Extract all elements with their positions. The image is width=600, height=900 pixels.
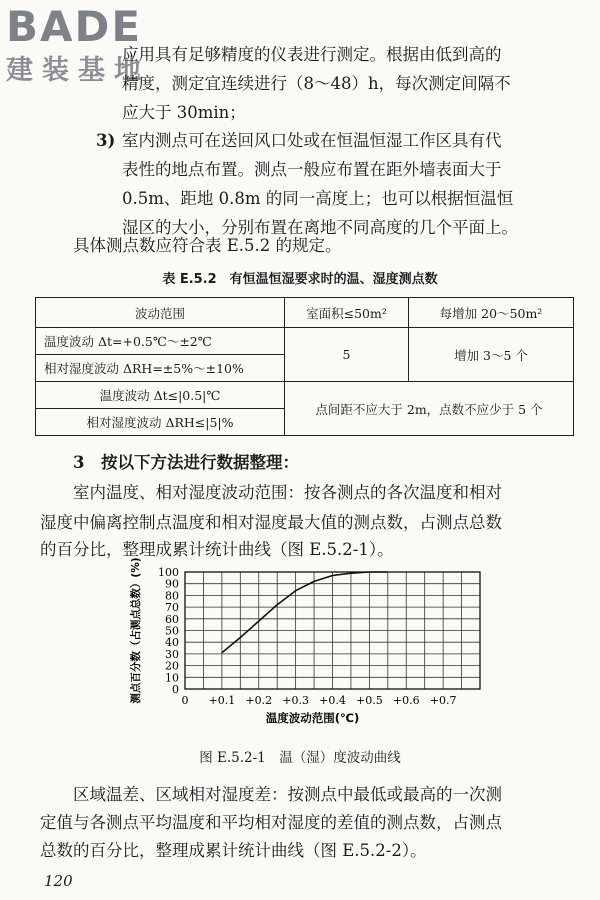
x-tick-label: +0.2	[245, 694, 273, 707]
y-tick-label: 0	[172, 683, 179, 696]
table-cell: 相对湿度波动 ΔRH=±5%～±10%	[36, 355, 285, 382]
x-tick-label: +0.7	[429, 694, 457, 707]
y-tick-label: 20	[165, 659, 179, 673]
y-tick-label: 50	[165, 624, 179, 638]
p2-number: 3)	[96, 131, 116, 150]
region-line3: 总数的百分比，整理成累计统计曲线（图 E.5.2-2）。	[40, 841, 427, 860]
table-cell: 点间距不应大于 2m，点数不应少于 5 个	[285, 382, 574, 436]
table-cell: 温度波动 Δt≤|0.5|℃	[36, 382, 285, 409]
y-tick-label: 90	[165, 577, 179, 591]
y-axis-label: 测点百分数（占测点总数）(%)	[130, 557, 142, 704]
x-tick-label: 0	[181, 694, 189, 707]
measure-points-table	[35, 297, 574, 436]
x-tick-label: +0.3	[282, 694, 309, 707]
region-line1: 区域温差、区域相对湿度差：按测点中最低或最高的一次测	[73, 785, 502, 804]
logo-chinese: 建装基地	[6, 55, 150, 86]
x-tick-label: +0.5	[356, 694, 383, 707]
section3-line1: 室内温度、相对湿度波动范围：按各测点的各次温度和相对	[73, 483, 502, 502]
x-axis-label: 温度波动范围(℃)	[265, 711, 360, 725]
y-tick-label: 10	[165, 671, 179, 685]
p3-line: 具体测点数应符合表 E.5.2 的规定。	[73, 236, 342, 255]
section3-title: 3 按以下方法进行数据整理：	[73, 453, 299, 472]
table-cell: 5	[285, 328, 409, 382]
x-tick-label: +0.6	[392, 694, 420, 707]
y-tick-label: 30	[165, 647, 179, 661]
table-header-cell: 室面积≤50m²	[285, 298, 409, 328]
y-tick-label: 100	[158, 566, 179, 579]
region-line2: 定值与各测点平均温度和平均相对湿度的差值的测点数，占测点	[40, 813, 502, 832]
page-number: 120	[44, 872, 73, 890]
wave-curve-chart	[100, 555, 490, 735]
y-tick-label: 60	[165, 612, 179, 626]
p2-line2: 表性的地点布置。测点一般应布置在距外墙表面大于	[122, 160, 502, 179]
table-cell: 相对湿度波动 ΔRH≤|5|%	[36, 409, 285, 436]
section3-line2: 湿度中偏离控制点温度和相对湿度最大值的测点数，占测点总数	[40, 513, 502, 532]
y-tick-label: 70	[165, 601, 179, 615]
y-tick-label: 40	[165, 636, 179, 650]
series-line	[222, 572, 388, 653]
x-tick-label: +0.4	[319, 694, 346, 707]
x-tick-label: +0.1	[208, 694, 236, 707]
p2-line1: 室内测点可在送回风口处或在恒温恒湿工作区具有代	[122, 131, 502, 150]
p2-line3: 0.5m、距地 0.8m 的同一高度上；也可以根据恒温恒	[122, 189, 514, 208]
table-header-row	[36, 298, 574, 328]
figure-caption: 图 E.5.2-1 温（湿）度波动曲线	[199, 750, 401, 766]
p1-line3: 应大于 30min；	[122, 103, 246, 122]
p2-line4: 湿区的大小，分别布置在离地不同高度的几个平面上。	[122, 218, 518, 237]
table-cell: 温度波动 Δt=+0.5℃～±2℃	[36, 328, 285, 355]
table-cell: 增加 3～5 个	[409, 328, 574, 382]
table-caption: 表 E.5.2 有恒温恒湿要求时的温、湿度测点数	[162, 272, 438, 287]
logo-wordmark: BADE	[6, 2, 143, 51]
y-tick-label: 80	[165, 589, 179, 603]
section3-line3: 的百分比，整理成累计统计曲线（图 E.5.2-1）。	[40, 540, 394, 559]
table-row	[36, 382, 574, 409]
table-header-cell: 每增加 20～50m²	[409, 298, 574, 328]
table-header-cell: 波动范围	[36, 298, 285, 328]
p1-line1: 应用具有足够精度的仪表进行测定。根据由低到高的	[122, 45, 502, 64]
table-row	[36, 328, 574, 355]
p1-line2: 精度，测定宜连续进行（8～48）h，每次测定间隔不	[122, 74, 511, 93]
